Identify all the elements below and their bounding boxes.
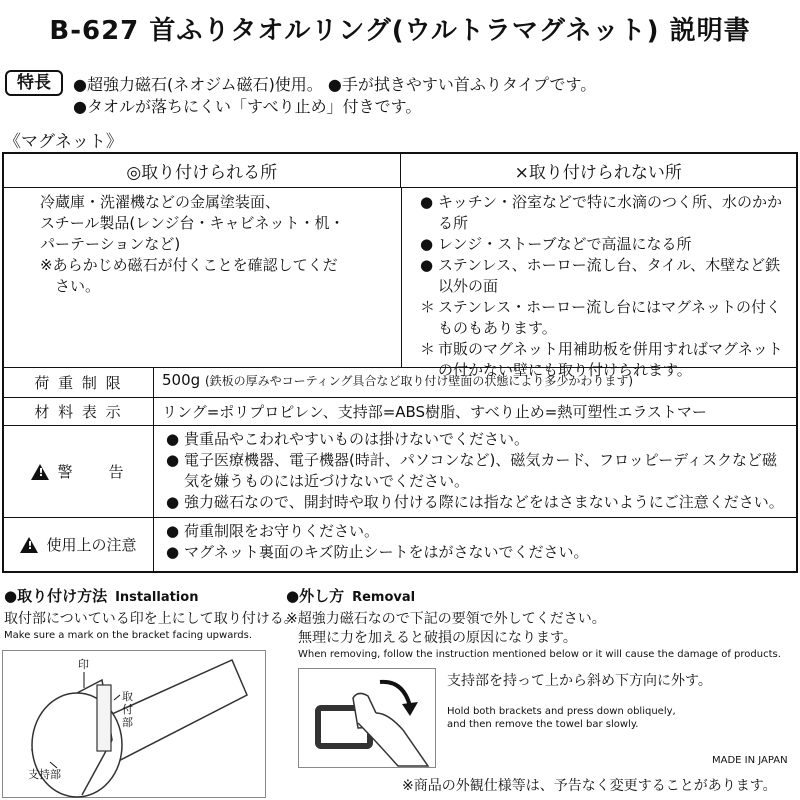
warning-label: 警 告 <box>57 463 126 481</box>
footnote: ※商品の外観仕様等は、予告なく変更することがあります。 <box>402 778 777 794</box>
ng-item <box>420 192 788 234</box>
ok-line: さい。 <box>40 277 101 295</box>
ng-item-text: キッチン・浴室などで特に水滴のつく所、水のかかる所 <box>438 193 782 232</box>
warning-item <box>166 492 788 513</box>
warning-triangle-icon <box>20 537 38 553</box>
ok-line: パーテーションなど) <box>40 235 181 253</box>
removal-en: When removing, follow the instruction mentioned below or it will cause the damage of products. <box>298 649 781 660</box>
ng-item <box>420 297 788 339</box>
ng-column <box>402 188 796 379</box>
caution-item <box>166 521 788 542</box>
installation-heading-jp: ●取り付け方法 <box>4 587 108 605</box>
warning-triangle-icon <box>31 464 49 480</box>
ok-line: ※あらかじめ磁石が付くことを確認してくだ <box>40 256 338 274</box>
installation-en: Make sure a mark on the bracket facing upwards. <box>4 630 252 641</box>
removal-heading <box>286 585 415 606</box>
ok-line: 冷蔵庫・洗濯機などの金属塗装面、 <box>40 193 281 211</box>
ng-item-text: レンジ・ストーブなどで高温になる所 <box>438 235 692 253</box>
removal-jp-2: 無理に力を加えると破損の原因になります。 <box>298 630 577 646</box>
asterisk-mark: ＊ <box>420 298 436 316</box>
installation-jp: 取付部についている印を上にして取り付ける。 <box>4 611 298 627</box>
spec-table <box>2 152 798 573</box>
ng-item <box>420 339 788 381</box>
asterisk-mark: ＊ <box>420 340 436 358</box>
removal-illustration <box>298 668 436 768</box>
label-mark: 印 <box>78 658 89 671</box>
ng-item-text: ステンレス・ホーロー流し台にはマグネットの付くものもあります。 <box>438 298 781 337</box>
label-mount-1: 取 <box>122 690 133 703</box>
hand-removal-illustration <box>298 668 436 768</box>
label-mount-3: 部 <box>122 716 133 729</box>
document-title: B-627 首ふりタオルリング(ウルトラマグネット) 説明書 <box>49 16 751 46</box>
ng-item <box>420 255 788 297</box>
label-support: 支持部 <box>28 768 61 781</box>
installation-illustration <box>2 650 266 798</box>
features-line-2: ●タオルが落ちにくい「すべり止め」付きです。 <box>73 97 422 116</box>
material-label: 材 料 表 示 <box>4 398 154 425</box>
caution-label: 使用上の注意 <box>46 536 137 554</box>
removal-step-jp: 支持部を持って上から斜め下方向に外す。 <box>447 673 712 689</box>
bullet-mark: ● <box>420 193 434 211</box>
load-note: (鉄板の厚みやコーティング具合など取り付け壁面の状態により多少かわります) <box>204 374 634 388</box>
material-row <box>4 397 796 425</box>
removal-heading-en: Removal <box>352 590 416 605</box>
warning-item <box>166 450 788 492</box>
warning-label-cell <box>4 426 154 517</box>
installation-heading <box>4 585 198 606</box>
installation-heading-en: Installation <box>115 590 199 605</box>
warning-item <box>166 429 788 450</box>
removal-step-en-1: Hold both brackets and press down obliquely, <box>447 706 676 717</box>
magnet-header-row <box>4 154 796 187</box>
caution-item-text: マグネット裏面のキズ防止シートをはがさないでください。 <box>184 543 589 561</box>
magnet-body-row <box>4 187 796 379</box>
ok-column <box>4 188 402 367</box>
ng-column-header: ×取り付けられない所 <box>514 163 682 183</box>
removal-jp-1: ※超強力磁石なので下記の要領で外してください。 <box>286 611 606 627</box>
caution-row <box>4 517 796 571</box>
removal-heading-jp: ●外し方 <box>286 587 345 605</box>
warning-row <box>4 425 796 517</box>
caution-value-cell <box>154 518 796 571</box>
ok-line: スチール製品(レンジ台・キャビネット・机・ <box>40 214 345 232</box>
bullet-icon: ● <box>166 522 180 540</box>
bullet-mark: ● <box>420 256 434 274</box>
features-tag: 特長 <box>5 70 63 96</box>
magnet-section-label: 《マグネット》 <box>4 132 123 152</box>
warning-value-cell <box>154 426 796 517</box>
removal-step-en-2: and then remove the towel bar slowly. <box>447 719 639 730</box>
ng-item-text: ステンレス、ホーロー流し台、タイル、木壁など鉄以外の面 <box>438 256 781 295</box>
load-value: 500g <box>162 371 201 389</box>
caution-label-cell <box>4 518 154 571</box>
bullet-icon: ● <box>166 430 180 448</box>
bullet-icon: ● <box>166 493 180 511</box>
features-line-1: ●超強力磁石(ネオジム磁石)使用。 ●手が拭きやすい首ふりタイプです。 <box>73 75 597 94</box>
label-mount-2: 付 <box>122 703 133 716</box>
bullet-icon: ● <box>166 543 180 561</box>
bullet-icon: ● <box>166 451 180 469</box>
material-value: リング=ポリプロピレン、支持部=ABS樹脂、すべり止め=熱可塑性エラストマー <box>162 403 707 421</box>
bullet-mark: ● <box>420 235 434 253</box>
ok-column-header: ◎取り付けられる所 <box>4 154 401 187</box>
ng-item-text: 市販のマグネット用補助板を併用すればマグネットの付かない壁にも取り付けられます。 <box>438 340 783 379</box>
warning-item-text: 強力磁石なので、開封時や取り付ける際には指などをはさまないようにご注意ください。 <box>184 493 784 511</box>
caution-item-text: 荷重制限をお守りください。 <box>184 522 380 540</box>
load-label: 荷 重 制 限 <box>4 368 154 397</box>
warning-item-text: 電子医療機器、電子機器(時計、パソコンなど)、磁気カード、フロッピーディスクなど磁気を嫌うものには近づけないでください。 <box>184 451 777 490</box>
warning-item-text: 貴重品やこわれやすいものは掛けないでください。 <box>184 430 530 448</box>
ng-item <box>420 234 788 255</box>
caution-item <box>166 542 788 563</box>
made-in-label: MADE IN JAPAN <box>712 755 788 766</box>
